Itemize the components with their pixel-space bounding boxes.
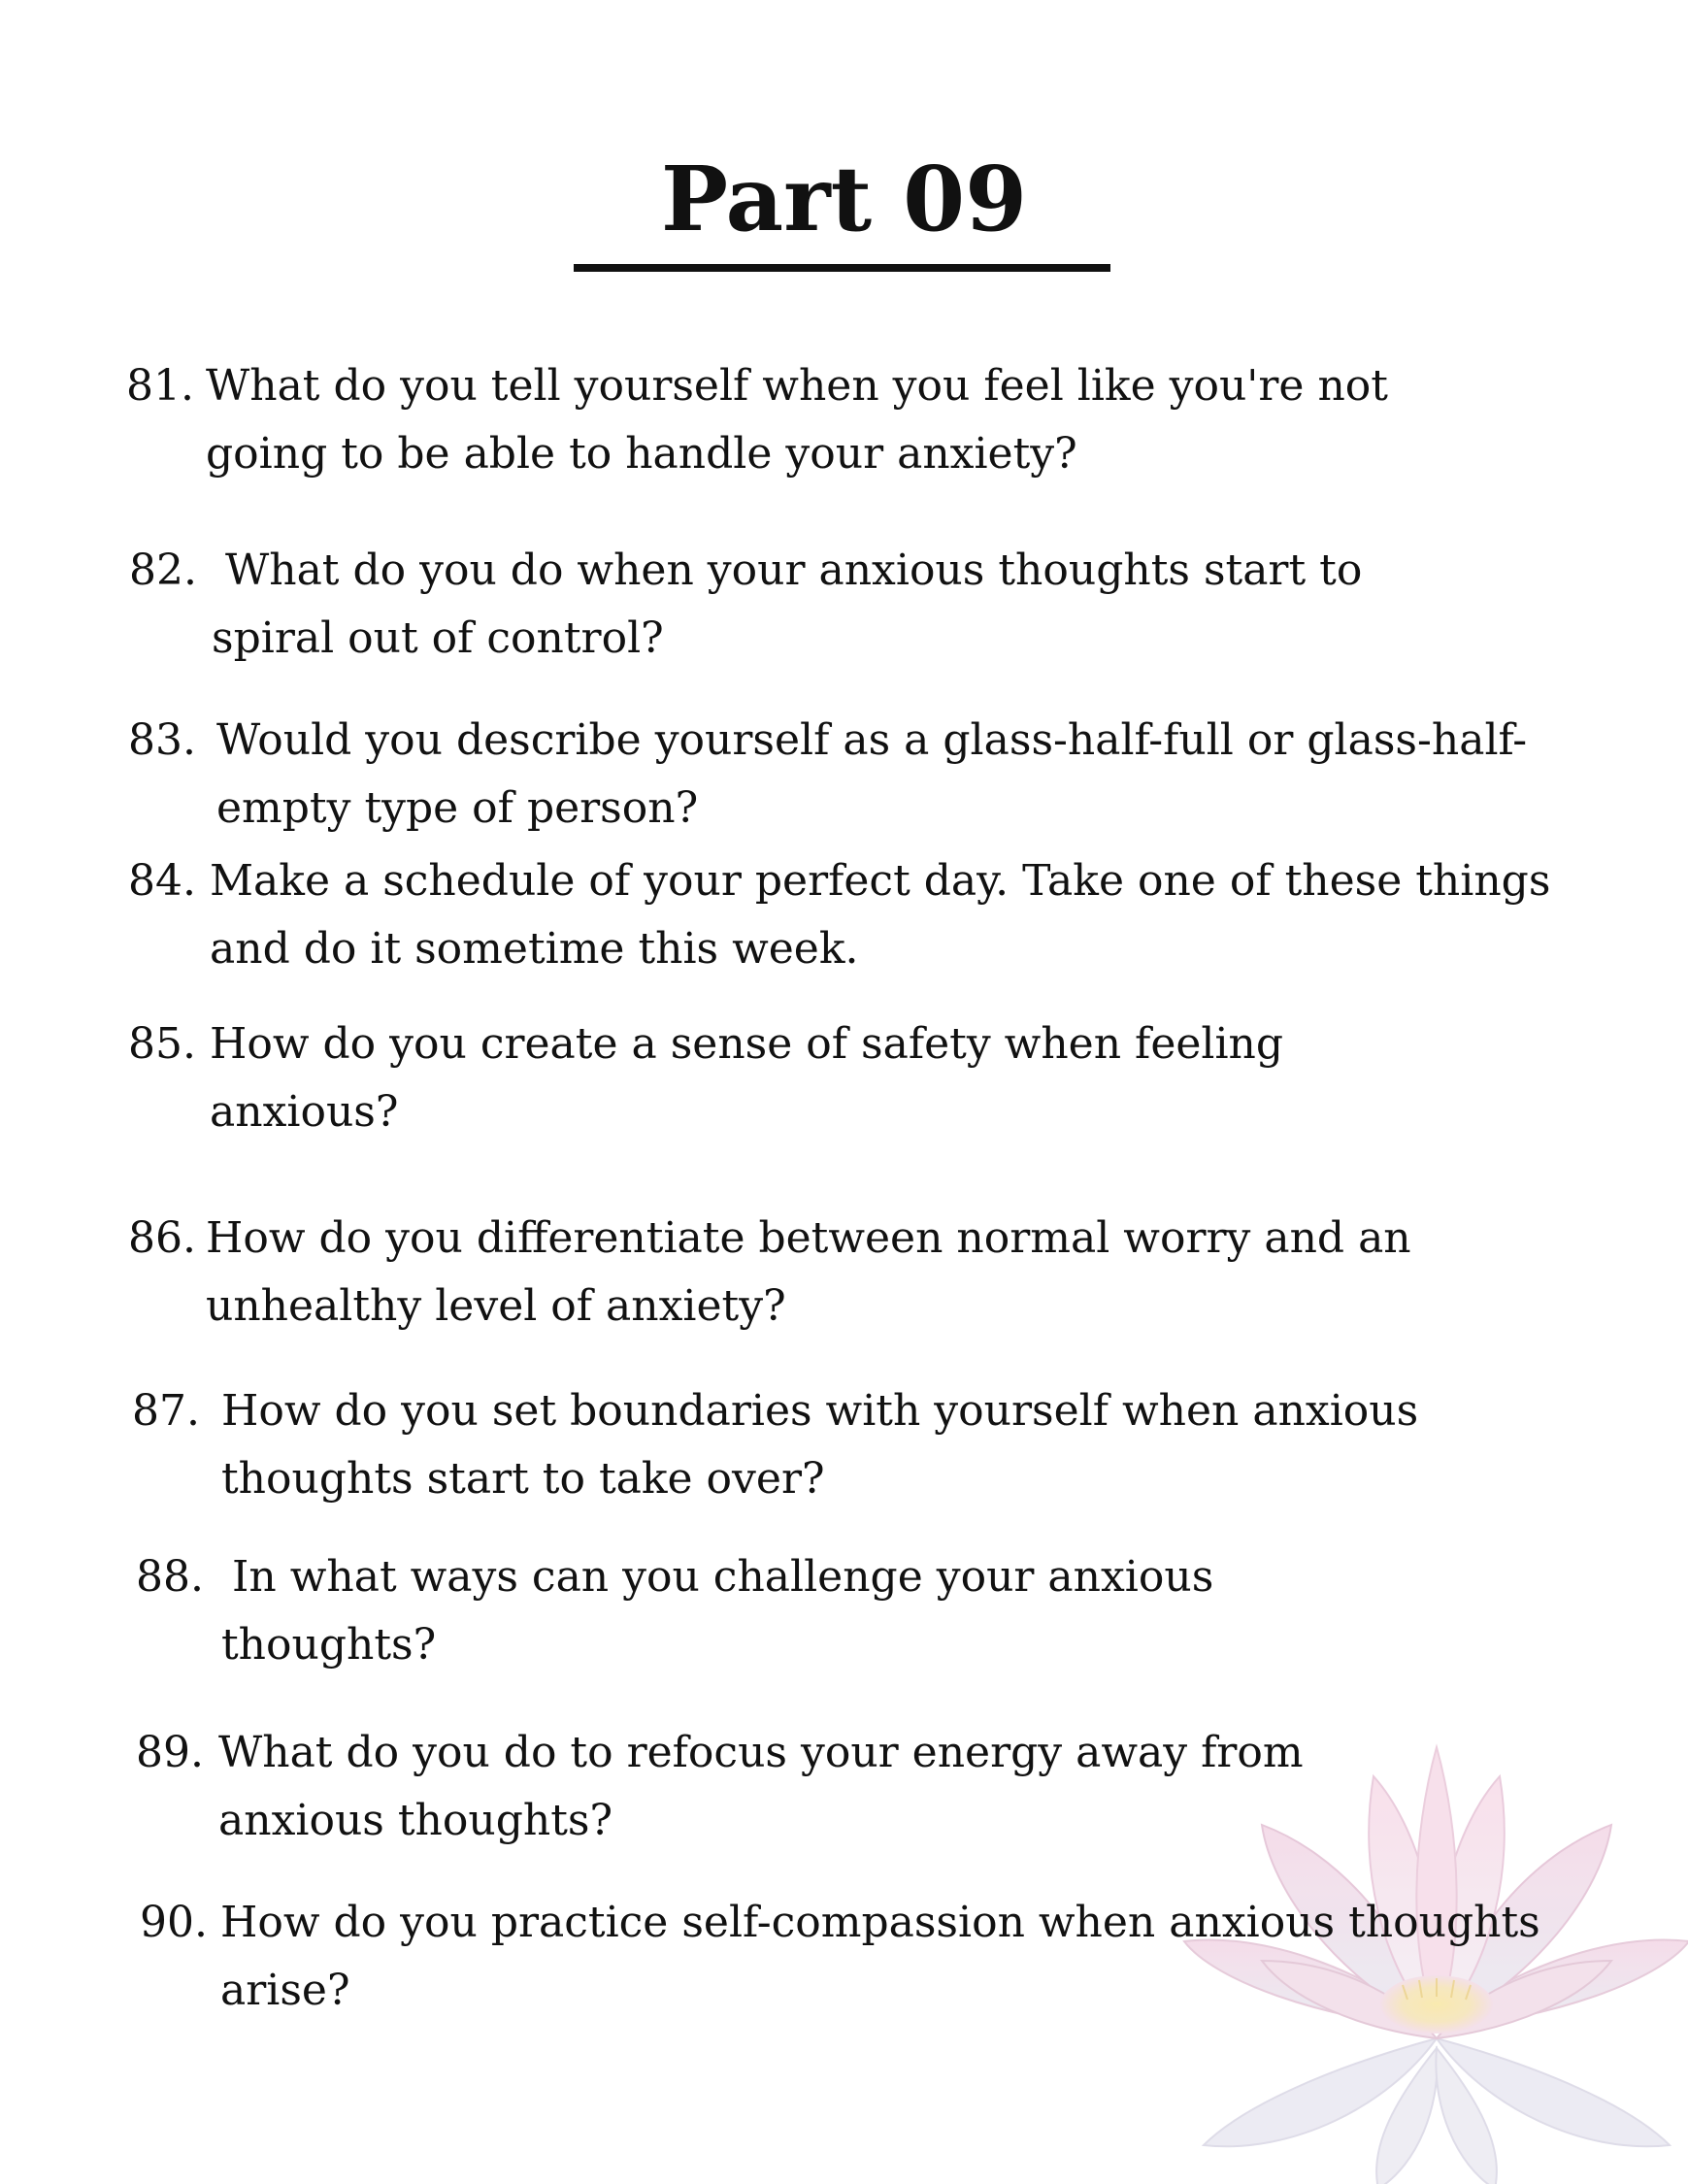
question-line: and do it sometime this week. [210, 924, 859, 974]
question-text [210, 847, 1550, 983]
question-line: anxious thoughts? [218, 1796, 613, 1845]
question-line: In what ways can you challenge your anxious [232, 1552, 1214, 1602]
question-number: 85. [128, 1019, 196, 1069]
question-number: 87. [132, 1386, 200, 1436]
question-text [206, 1205, 1411, 1340]
question-number: 86. [128, 1213, 196, 1263]
question-line: What do you tell yourself when you feel like you're not [206, 361, 1388, 411]
question-line: arise? [220, 1966, 350, 2015]
question-text [221, 1377, 1418, 1513]
question-number: 82. [129, 546, 197, 595]
question-number: 83. [128, 715, 196, 765]
question-line: How do you practice self-compassion when anxious thoughts [220, 1898, 1540, 1947]
page-title: Part 09 [660, 147, 1028, 251]
question-line: going to be able to handle your anxiety? [206, 429, 1077, 479]
question-line: empty type of person? [216, 783, 699, 833]
question-line: unhealthy level of anxiety? [206, 1281, 786, 1331]
question-text [220, 1889, 1540, 2025]
question-line: anxious? [210, 1087, 399, 1137]
question-line: What do you do when your anxious thoughts start to [225, 546, 1363, 595]
question-line: How do you differentiate between normal worry and an [206, 1213, 1411, 1263]
question-text [210, 1010, 1283, 1146]
question-line: thoughts? [221, 1620, 437, 1670]
question-number: 88. [136, 1552, 204, 1602]
question-line: What do you do to refocus your energy away from [218, 1728, 1304, 1777]
question-line: Would you describe yourself as a glass-half-full or glass-half- [216, 715, 1528, 765]
question-line: How do you set boundaries with yourself when anxious [221, 1386, 1419, 1436]
question-number: 89. [136, 1728, 204, 1777]
title-underline [574, 264, 1110, 272]
question-text [216, 707, 1527, 843]
question-line: How do you create a sense of safety when feeling [210, 1019, 1284, 1069]
question-line: spiral out of control? [212, 613, 664, 663]
question-line: thoughts start to take over? [221, 1454, 825, 1504]
question-number: 84. [128, 856, 196, 906]
question-text [218, 1719, 1304, 1855]
question-text [221, 1543, 1213, 1679]
question-line: Make a schedule of your perfect day. Take one of these things [210, 856, 1551, 906]
question-number: 90. [140, 1898, 208, 1947]
question-text [212, 537, 1362, 673]
question-text [206, 352, 1388, 488]
question-number: 81. [126, 361, 194, 411]
